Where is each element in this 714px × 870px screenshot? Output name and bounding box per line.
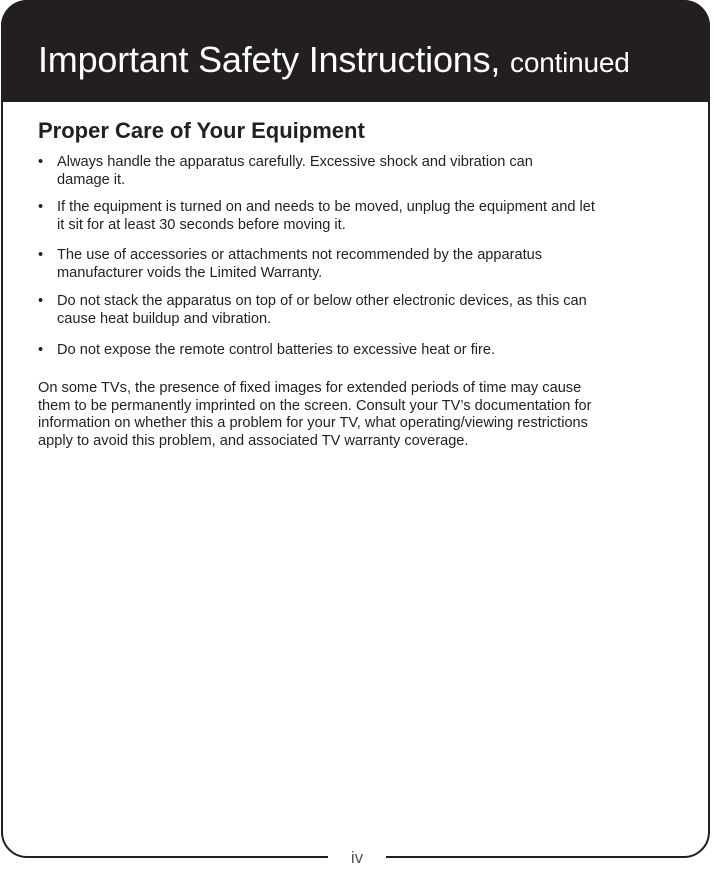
- bullet-line: Always handle the apparatus carefully. Excessive shock and vibration can: [57, 154, 533, 170]
- bullet-item: [38, 154, 678, 189]
- bullet-mark: •: [38, 154, 44, 170]
- paragraph-line: apply to avoid this problem, and associated TV warranty coverage.: [38, 432, 469, 449]
- bullet-mark: •: [38, 342, 44, 358]
- title-main: Important Safety Instructions,: [38, 39, 501, 80]
- bullet-mark: •: [38, 293, 44, 309]
- body-paragraph: [38, 380, 688, 450]
- bullet-line: Do not expose the remote control batteries to excessive heat or fire.: [57, 342, 496, 358]
- bullet-line: damage it.: [57, 171, 126, 188]
- page-number: iv: [350, 848, 364, 867]
- bullet-line: Do not stack the apparatus on top of or below other electronic devices, as this can: [57, 293, 587, 309]
- bullet-line: manufacturer voids the Limited Warranty.: [57, 264, 323, 281]
- paragraph-line: On some TVs, the presence of fixed images for extended periods of time may cause: [38, 380, 582, 396]
- title-subtitle: continued: [510, 47, 630, 78]
- page-title: [38, 40, 630, 83]
- bullet-mark: •: [38, 247, 44, 263]
- bullet-item: [38, 199, 678, 234]
- bullet-line: it sit for at least 30 seconds before moving it.: [57, 216, 346, 233]
- bullet-line: The use of accessories or attachments not recommended by the apparatus: [57, 247, 543, 263]
- bullet-item: [38, 247, 678, 282]
- bullet-line: If the equipment is turned on and needs to be moved, unplug the equipment and let: [57, 199, 595, 215]
- bullet-item: [38, 342, 678, 360]
- bullet-line: cause heat buildup and vibration.: [57, 310, 272, 327]
- paragraph-line: information on whether this a problem for your TV, what operating/viewing restrictions: [38, 415, 588, 431]
- section-heading: Proper Care of Your Equipment: [38, 118, 365, 143]
- bullet-item: [38, 293, 678, 328]
- bullet-mark: •: [38, 199, 44, 215]
- paragraph-line: them to be permanently imprinted on the screen. Consult your TV’s documentation for: [38, 397, 592, 414]
